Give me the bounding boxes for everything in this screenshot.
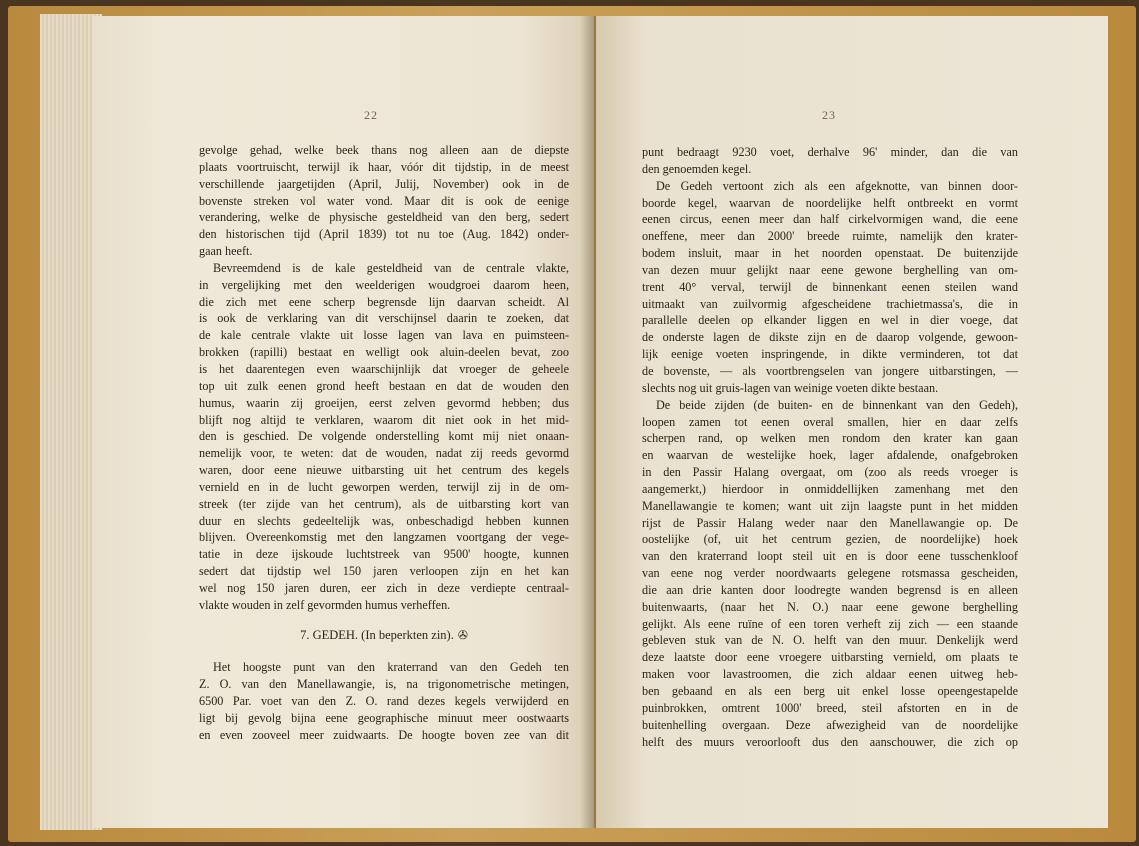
text-line: wel nog 150 jaren duren, eer zich in deze verdiepte centraal- (199, 580, 569, 595)
text-line: boorde kegel, waarvan de noordelijke helft ontbreekt en vormt (642, 195, 1018, 210)
text-line: sedert dat tijdstip wel 150 jaren verloopen zijn en het kan (199, 564, 569, 579)
text-line: vlakte wouden in zelf gevormden humus verheffen. (199, 597, 451, 612)
text-line: van eene nog verder noordwaarts gelegene rotsmassa gescheiden, (642, 566, 1018, 581)
text-line: uitmaakt van zuilvormig afgescheidene trachietmassa's, die in (642, 296, 1018, 311)
text-line: blijft nog altijd te verklaren, waarom dit niet ook in het mid- (199, 412, 569, 427)
text-line: 6500 Par. voet van den Z. O. rand dezes kegels verwijderd en (199, 694, 569, 709)
text-line: de bovenste, — als voortbrengselen van jongere uitbarstingen, — (642, 363, 1018, 378)
text-line: parallelle deelen op elkander liggen en wel in dier voege, dat (642, 313, 1018, 328)
left-page-text (199, 142, 569, 744)
text-line: rijst de Passir Halang weder naar den Manellawangie op. De (642, 515, 1018, 530)
text-line: eenen circus, eenen meer dan half cirkelvormigen wand, die eene (642, 212, 1018, 227)
text-line: maken voor lavastroomen, die zich aldaar eenen uitweg heb- (642, 667, 1018, 682)
right-page-body (642, 144, 1018, 750)
left-page (92, 16, 594, 828)
text-line: oneffene, meer dan 2000' breede ruimte, namelijk den krater- (642, 229, 1018, 244)
text-line: loopen zamen tot eenen overal smallen, hier en daar zelfs (642, 414, 1018, 429)
text-line: brokken (rapilli) bestaat en welligt ook aluin-deelen bevat, zoo (199, 345, 569, 360)
text-line: trent 40° verval, terwijl de binnenkant eenen steilen wand (642, 279, 1018, 294)
text-line: die zich met eene scherp begrensde lijn daarvan scheidt. Al (199, 294, 569, 309)
text-line: en even zooveel meer zuidwaarts. De hoogte boven zee van dit (199, 727, 569, 742)
text-line: Manellawangie te komen; want uit zijn laagste punt in het midden (642, 498, 1018, 513)
text-line: waren, door eene nieuwe uitbarsting uit het centrum des kegels (199, 463, 569, 478)
text-line: den is geschied. De volgende onderstelling komt mij niet onaan- (199, 429, 569, 444)
ornament-icon: ✇ (457, 627, 468, 642)
text-line: in vergelijking met den weelderigen woudgroei daarom heen, (199, 277, 569, 292)
text-line: gelijkt. Als eene ruïne of een toren verheft zij zich — een staande (642, 616, 1018, 631)
left-page-body-continued (199, 659, 569, 743)
text-line: bovenste streken vol water vond. Maar dit is ook de eenige (199, 193, 569, 208)
text-line: top uit zulk eenen grond heeft bestaan en dat de wouden den (199, 378, 569, 393)
right-page-text (642, 144, 1018, 750)
text-line: is het daarentegen even waarschijnlijk dat vroeger de geheele (199, 361, 569, 376)
text-line: de kale centrale vlakte uit losse lagen van lava en puimsteen- (199, 328, 569, 343)
text-line: oostelijke (of, uit het centrum gezien, de noordelijke) hoek (642, 532, 1018, 547)
text-line: en waarvan de westelijke hoek, lager afdalende, onafgebroken (642, 448, 1018, 463)
text-line: duur en slechts gedeeltelijk was, onbeschadigd hebben kunnen (199, 513, 569, 528)
text-line: lijk eenige voeten inspringende, in dikte verminderen, tot dat (642, 347, 1018, 362)
text-line: ben gebaand en als een berg uit enkel losse opeengestapelde (642, 684, 1018, 698)
page-number-right: 23 (822, 108, 836, 122)
section-heading-text: 7. GEDEH. (In beperkten zin). (300, 627, 454, 642)
text-line: buitenwaarts, (naar het N. O.) naar eene gewone berghelling (642, 599, 1018, 614)
text-line: scherpen rand, op welken men rondom den krater kan gaan (642, 431, 1018, 446)
text-line: gaan heeft. (199, 244, 253, 259)
text-line: slechts nog uit gruis-lagen van weinige voeten dikte bestaan. (642, 380, 939, 395)
text-line: bodem insluit, maar in het noorden openstaat. De buitenzijde (642, 246, 1018, 261)
text-line: is ook de verklaring van dit verschijnsel daarin te zoeken, dat (199, 311, 569, 326)
text-line: Z. O. van den Manellawangie, is, na trigonometrische metingen, (199, 677, 569, 692)
text-line: deze laatste door eene vroegere uitbarsting vernield, om plaats te (642, 650, 1018, 665)
text-line: humus, waarin zij groeijen, eerst zelven gevormd hebben; dus (199, 395, 569, 410)
text-line: die aan drie kanten door loodregte wanden begrensd is en alleen (642, 582, 1018, 597)
text-line: van den kraterrand loopt steil uit en is door eene tusschenkloof (642, 549, 1018, 564)
text-line: buitenhelling overgaan. Deze afwezigheid van de noordelijke (642, 717, 1018, 732)
text-line: aangemerkt,) hierdoor in onmiddellijken zamenhang met den (642, 481, 1018, 496)
text-line: gebleven stuk van de N. O. helft van den muur. Denkelijk werd (642, 633, 1018, 648)
text-line: ligt bij gevolg bijna eene geographische minuut meer oostwaarts (199, 711, 569, 725)
section-heading (199, 627, 569, 644)
text-line: blijven. Overeenkomstig met den langzamen voortgang der vege- (199, 530, 569, 545)
text-line: streek (ter zijde van het centrum), als de uitbarsting kort van (199, 496, 569, 511)
text-line: vernield en in de lucht geworpen werden, terwijl zij in de om- (199, 479, 569, 494)
text-line: De beide zijden (de buiten- en de binnenkant van den Gedeh), (656, 397, 1018, 412)
text-line: gevolge gehad, welke beek thans nog alleen aan de diepste (199, 143, 569, 157)
text-line: de onderste lagen de dikste zijn en de daarop volgende, gewoon- (642, 330, 1018, 345)
text-line: De Gedeh vertoont zich als een afgeknotte, van binnen door- (656, 178, 1018, 193)
text-line: tatie in deze ijskoude luchtstreek van 9500' hoogte, kunnen (199, 547, 569, 562)
text-line: helft des muurs veroorlooft dus den aanschouwer, die zich op (642, 734, 1018, 749)
left-page-body (199, 142, 569, 614)
text-line: verschillende jaargetijden (April, Julij, November) ook in de (199, 176, 569, 191)
page-number-left: 22 (364, 108, 378, 122)
text-line: van dezen muur gelijkt naar eene gewone berghelling van om- (642, 262, 1018, 277)
text-line: den historischen tijd (April 1839) tot nu toe (Aug. 1842) onder- (199, 227, 569, 242)
text-line: den genoemden kegel. (642, 161, 752, 176)
text-line: Bevreemdend is de kale gesteldheid van de centrale vlakte, (213, 260, 569, 275)
text-line: plaats voortruischt, terwijl ik haar, vóór dit tijdstip, in de meest (199, 159, 569, 174)
text-line: verandering, welke de physische gesteldheid van den berg, sedert (199, 210, 569, 225)
text-line: nemelijk voor, te weten: dat de wouden, nadat zij reeds gevormd (199, 446, 569, 461)
right-page (596, 16, 1108, 828)
text-line: in den Passir Halang overgaat, om (zoo als reeds vroeger is (642, 465, 1018, 480)
text-line: Het hoogste punt van den kraterrand van den Gedeh ten (213, 660, 569, 675)
text-line: puinbrokken, omtrent 1000' breed, steil afstorten en in de (642, 700, 1018, 715)
text-line: punt bedraagt 9230 voet, derhalve 96' minder, dan die van (642, 145, 1018, 159)
